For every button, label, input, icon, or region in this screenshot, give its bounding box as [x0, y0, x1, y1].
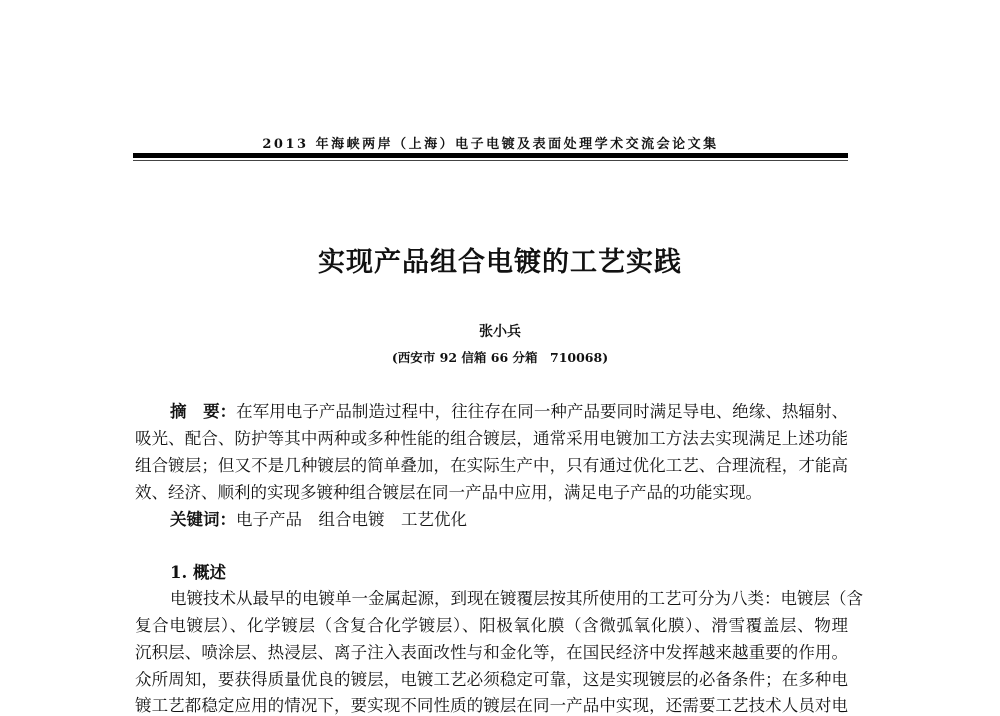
body-line: 众所周知，要获得质量优良的镀层，电镀工艺必须稳定可靠，这是实现镀层的必备条件；在多种电 [135, 670, 848, 689]
header-rule-thin [133, 160, 848, 161]
body-line: 复合电镀层）、化学镀层（含复合化学镀层）、阳极氧化膜（含微弧氧化膜）、滑雪覆盖层、物理 [135, 616, 848, 635]
abstract-line: 效、经济、顺利的实现多镀种组合镀层在同一产品中应用，满足电子产品的功能实现。 [135, 483, 762, 502]
paper-title: 实现产品组合电镀的工艺实践 [318, 247, 682, 278]
section-heading: 1. 概述 [170, 563, 226, 582]
abstract-line: 组合镀层；但又不是几种镀层的简单叠加，在实际生产中，只有通过优化工艺、合理流程，才能高 [135, 456, 848, 475]
header-rule-thick [133, 153, 848, 158]
keywords-value: 电子产品 组合电镀 工艺优化 [236, 510, 467, 529]
author-name: 张小兵 [479, 324, 521, 340]
keywords-label: 关键词： [170, 510, 236, 529]
body-line: 电镀技术从最早的电镀单一金属起源，到现在镀覆层按其所使用的工艺可分为八类：电镀层（含 [170, 589, 863, 608]
body-line: 沉积层、喷涂层、热浸层、离子注入表面改性与和金化等，在国民经济中发挥越来越重要的作用。 [135, 643, 848, 662]
abstract-line: 吸光、配合、防护等其中两种或多种性能的组合镀层，通常采用电镀加工方法去实现满足上述功能 [135, 429, 848, 448]
author-affiliation: (西安市 92 信箱 66 分箱 710068) [391, 350, 609, 365]
keywords [170, 510, 848, 530]
abstract-line: 摘 要：在军用电子产品制造过程中，往往存在同一种产品要同时满足导电、绝缘、热辐射、 [170, 402, 849, 421]
running-header: 2013 年海峡两岸（上海）电子电镀及表面处理学术交流会论文集 [262, 137, 719, 152]
abstract-label: 摘 要： [170, 402, 237, 421]
body-line: 镀工艺都稳定应用的情况下，要实现不同性质的镀层在同一产品中实现，还需要工艺技术人员对电 [135, 696, 848, 715]
